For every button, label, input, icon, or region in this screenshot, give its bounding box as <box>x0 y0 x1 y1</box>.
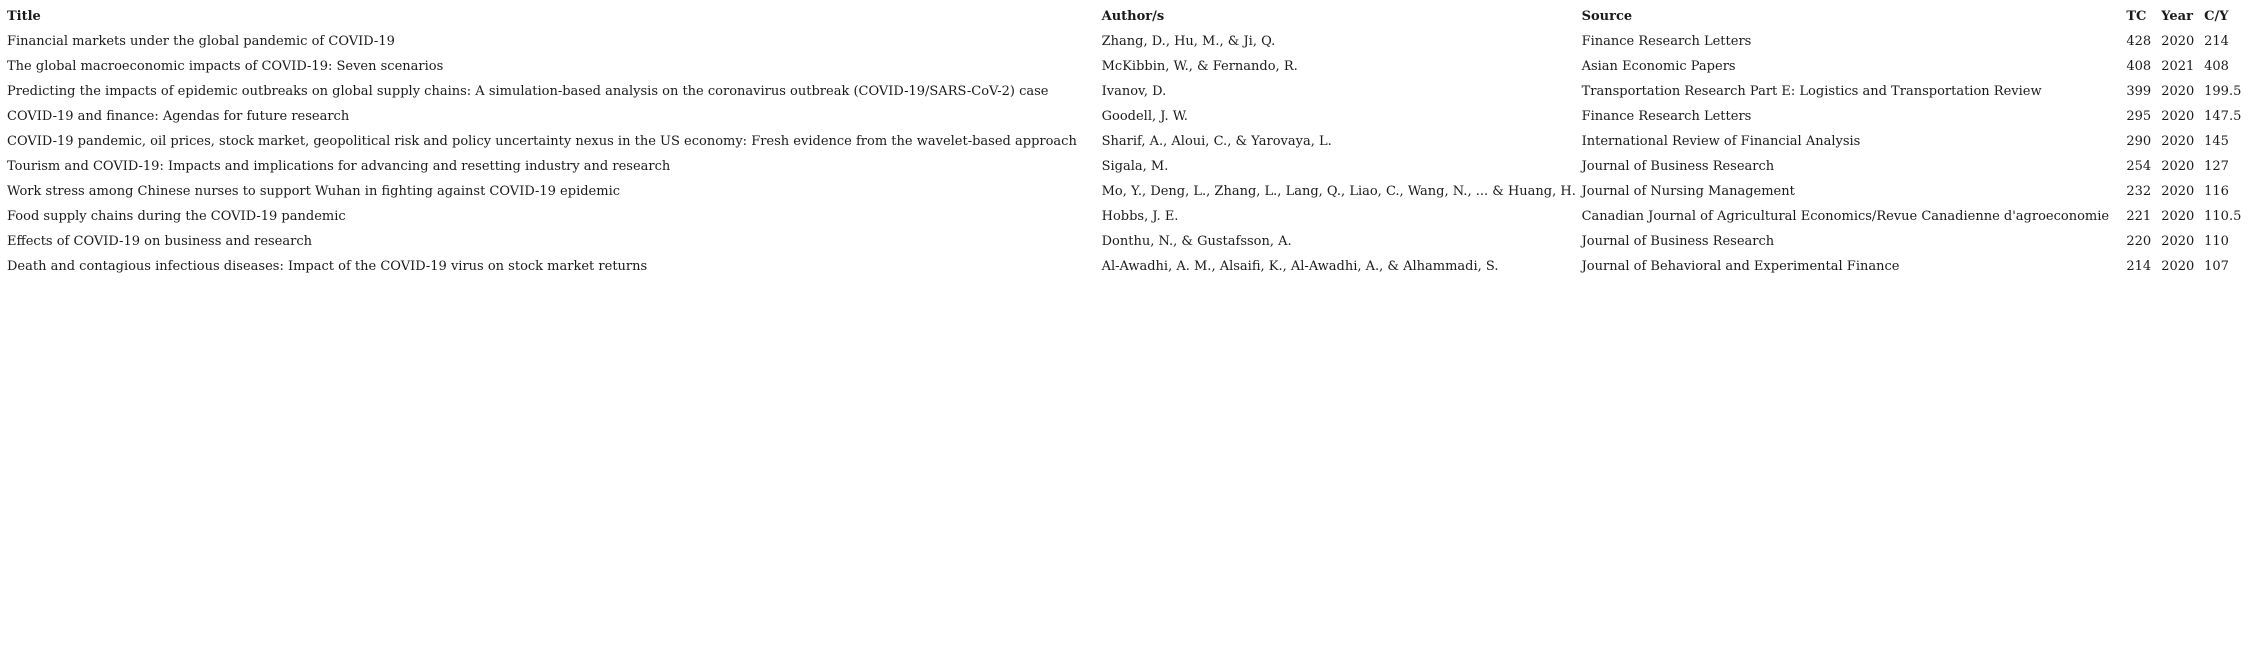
table-row <box>5 254 2253 279</box>
cell-year: 2020 <box>2161 209 2195 224</box>
cell-title: COVID-19 pandemic, oil prices, stock market, geopolitical risk and policy uncertainty nexus in the US economy: Fresh evidence from the wavelet-based approach <box>7 134 1077 149</box>
cell-year: 2020 <box>2161 159 2195 174</box>
cell-source: Journal of Business Research <box>1581 234 1775 249</box>
cell-year: 2021 <box>2161 59 2195 74</box>
cell-title: Tourism and COVID-19: Impacts and implications for advancing and resetting industry and research <box>7 159 671 174</box>
cell-title: Financial markets under the global pandemic of COVID-19 <box>7 34 395 49</box>
cell-year: 2020 <box>2161 259 2195 274</box>
cell-authors: Zhang, D., Hu, M., & Ji, Q. <box>1101 34 1276 49</box>
cell-year: 2020 <box>2161 84 2195 99</box>
cell-year: 2020 <box>2161 184 2195 199</box>
cell-year: 2020 <box>2161 109 2195 124</box>
cell-authors: Goodell, J. W. <box>1101 109 1188 124</box>
cell-title: Death and contagious infectious diseases: Impact of the COVID-19 virus on stock market returns <box>7 259 648 274</box>
header-title: Title <box>7 9 41 24</box>
cell-source: Asian Economic Papers <box>1581 59 1736 74</box>
cell-authors: Donthu, N., & Gustafsson, A. <box>1101 234 1292 249</box>
cell-source: Journal of Business Research <box>1581 159 1775 174</box>
cell-title: Predicting the impacts of epidemic outbreaks on global supply chains: A simulation-based analysis on the coronavirus outbreak (COVID-19/SARS-CoV-2) case <box>7 84 1049 99</box>
cell-authors: Hobbs, J. E. <box>1101 209 1179 224</box>
cell-title: The global macroeconomic impacts of COVID-19: Seven scenarios <box>7 59 444 74</box>
cell-cy: 110 <box>2204 234 2229 249</box>
cell-tc: 408 <box>2126 59 2152 74</box>
citations-table <box>5 5 2253 279</box>
cell-authors: Ivanov, D. <box>1101 84 1167 99</box>
cell-cy: 127 <box>2204 159 2229 174</box>
header-year: Year <box>2161 9 2193 24</box>
header-source: Source <box>1581 9 1633 24</box>
cell-source: Finance Research Letters <box>1581 109 1752 124</box>
table-row <box>5 29 2253 54</box>
cell-authors: McKibbin, W., & Fernando, R. <box>1101 59 1298 74</box>
cell-authors: Sharif, A., Aloui, C., & Yarovaya, L. <box>1101 134 1332 149</box>
cell-title: COVID-19 and finance: Agendas for future research <box>7 109 350 124</box>
cell-cy: 110.5 <box>2204 209 2242 224</box>
cell-source: Transportation Research Part E: Logistics and Transportation Review <box>1581 84 2042 99</box>
cell-cy: 408 <box>2204 59 2229 74</box>
cell-title: Work stress among Chinese nurses to support Wuhan in fighting against COVID-19 epidemic <box>7 184 621 199</box>
cell-authors: Al-Awadhi, A. M., Alsaifi, K., Al-Awadhi, A., & Alhammadi, S. <box>1101 259 1499 274</box>
cell-cy: 214 <box>2204 34 2229 49</box>
cell-tc: 254 <box>2126 159 2152 174</box>
table-row <box>5 154 2253 179</box>
table-row <box>5 204 2253 229</box>
cell-source: Journal of Behavioral and Experimental Finance <box>1581 259 1900 274</box>
cell-source: International Review of Financial Analysis <box>1581 134 1861 149</box>
table-body <box>5 29 2253 279</box>
header-row <box>5 5 2253 29</box>
header-tc: TC <box>2126 9 2147 24</box>
cell-tc: 214 <box>2126 259 2152 274</box>
cell-authors: Sigala, M. <box>1101 159 1169 174</box>
cell-year: 2020 <box>2161 234 2195 249</box>
cell-tc: 232 <box>2126 184 2152 199</box>
table-row <box>5 79 2253 104</box>
table-row <box>5 54 2253 79</box>
cell-authors: Mo, Y., Deng, L., Zhang, L., Lang, Q., Liao, C., Wang, N., ... & Huang, H. <box>1101 184 1576 199</box>
table-row <box>5 129 2253 154</box>
cell-tc: 399 <box>2126 84 2152 99</box>
cell-title: Effects of COVID-19 on business and research <box>7 234 312 249</box>
cell-cy: 107 <box>2204 259 2229 274</box>
cell-year: 2020 <box>2161 134 2195 149</box>
cell-tc: 295 <box>2126 109 2152 124</box>
table-row <box>5 104 2253 129</box>
header-authors: Author/s <box>1101 9 1165 24</box>
header-cy: C/Y <box>2204 9 2229 24</box>
cell-year: 2020 <box>2161 34 2195 49</box>
cell-cy: 199.5 <box>2204 84 2242 99</box>
cell-tc: 220 <box>2126 234 2152 249</box>
cell-tc: 221 <box>2126 209 2152 224</box>
table-header <box>5 5 2253 29</box>
table-row <box>5 179 2253 204</box>
cell-tc: 428 <box>2126 34 2152 49</box>
cell-source: Journal of Nursing Management <box>1581 184 1795 199</box>
cell-title: Food supply chains during the COVID-19 pandemic <box>7 209 346 224</box>
cell-source: Finance Research Letters <box>1581 34 1752 49</box>
cell-cy: 145 <box>2204 134 2229 149</box>
cell-cy: 116 <box>2204 184 2229 199</box>
cell-cy: 147.5 <box>2204 109 2242 124</box>
cell-source: Canadian Journal of Agricultural Economics/Revue Canadienne d'agroeconomie <box>1581 209 2110 224</box>
table-row <box>5 229 2253 254</box>
cell-tc: 290 <box>2126 134 2152 149</box>
